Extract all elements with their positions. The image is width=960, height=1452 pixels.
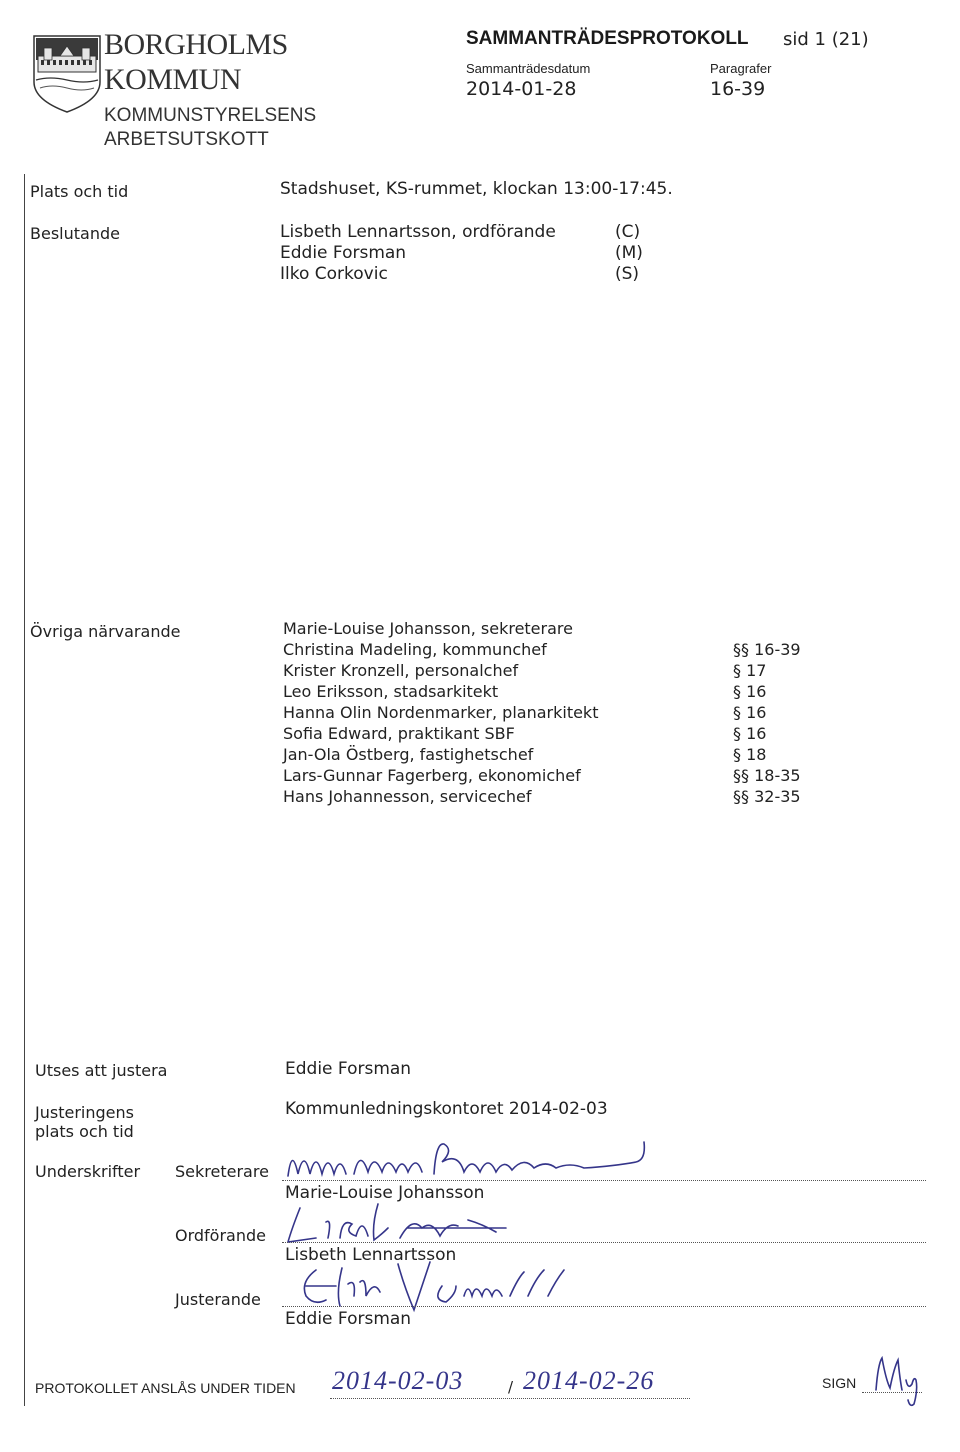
attendee-name: Hans Johannesson, servicechef	[283, 787, 532, 806]
attendee-paragraphs: § 18	[733, 745, 767, 764]
logo-text-line1: BORGHOLMS	[104, 28, 288, 61]
deciding-member	[280, 263, 556, 284]
logo-text-line2: KOMMUN	[104, 63, 242, 96]
posting-period-label: PROTOKOLLET ANSLÅS UNDER TIDEN	[35, 1380, 296, 1396]
attendee-paragraphs: §§ 32-35	[733, 787, 801, 806]
member-name: Lisbeth Lennartsson, ordförande	[280, 222, 556, 242]
member-party: (C)	[615, 222, 641, 242]
attendee-paragraphs: §§ 18-35	[733, 766, 801, 785]
member-party: (S)	[615, 264, 640, 284]
deciding-label: Beslutande	[30, 224, 120, 243]
attendee-name: Lars-Gunnar Fagerberg, ekonomichef	[283, 766, 581, 785]
adjustment-place-label-line2: plats och tid	[35, 1122, 134, 1141]
attendee-name: Jan-Ola Östberg, fastighetschef	[283, 745, 534, 764]
adjuster-signature	[296, 1256, 586, 1316]
attendee-paragraphs	[733, 618, 801, 639]
chair-signature	[282, 1198, 522, 1252]
adjuster-sign-label: Justerande	[175, 1290, 261, 1309]
attendee-paragraph-list	[733, 618, 801, 807]
posting-start-date: 2014-02-03	[332, 1366, 464, 1395]
posting-end-date: 2014-02-26	[523, 1366, 655, 1395]
paragraphs-range: 16-39	[710, 78, 766, 100]
deciding-member	[280, 242, 556, 263]
adjustment-place-label-line1: Justeringens	[35, 1103, 134, 1122]
sign-label: SIGN	[822, 1375, 857, 1391]
initials-signature	[868, 1350, 928, 1410]
posting-date-separator: /	[508, 1378, 514, 1396]
chair-name: Lisbeth Lennartsson	[285, 1245, 457, 1265]
secretary-label: Sekreterare	[175, 1162, 269, 1181]
deciding-list	[280, 221, 556, 284]
deciding-party-list	[615, 221, 643, 284]
chair-label: Ordförande	[175, 1226, 266, 1245]
chair-signature-line	[282, 1242, 926, 1243]
attendee-name: Christina Madeling, kommunchef	[283, 640, 547, 659]
signatures-label: Underskrifter	[35, 1162, 141, 1181]
castle-crest-icon	[30, 34, 104, 114]
date-label: Sammanträdesdatum	[466, 61, 591, 76]
left-margin-rule	[24, 174, 25, 1406]
attendee-paragraphs: §§ 16-39	[733, 640, 801, 659]
attendee-paragraphs: § 16	[733, 703, 767, 722]
member-party: (M)	[615, 243, 643, 263]
attendee-name: Leo Eriksson, stadsarkitekt	[283, 682, 499, 701]
member-name: Ilko Corkovic	[280, 264, 388, 284]
meeting-date: 2014-01-28	[466, 78, 577, 100]
municipality-logo	[30, 34, 104, 114]
attendee-name: Sofia Edward, praktikant SBF	[283, 724, 515, 743]
deciding-member	[280, 221, 556, 242]
others-present-label: Övriga närvarande	[30, 622, 181, 641]
adjustment-place-value: Kommunledningskontoret 2014-02-03	[285, 1099, 608, 1119]
secretary-signature-line	[282, 1180, 926, 1181]
page-indicator: sid 1 (21)	[783, 29, 869, 50]
document-title: SAMMANTRÄDESPROTOKOLL	[466, 28, 749, 49]
attendee-paragraphs: § 16	[733, 724, 767, 743]
others-present-list	[283, 618, 598, 807]
attendee-name: Marie-Louise Johansson, sekreterare	[283, 619, 573, 638]
paragraphs-label: Paragrafer	[710, 61, 772, 76]
attendee-paragraphs: § 16	[733, 682, 767, 701]
member-name: Eddie Forsman	[280, 243, 407, 263]
place-time-label: Plats och tid	[30, 182, 129, 201]
secretary-name: Marie-Louise Johansson	[285, 1183, 485, 1203]
place-time-value: Stadshuset, KS-rummet, klockan 13:00-17:45.	[280, 179, 673, 199]
adjuster-label: Utses att justera	[35, 1061, 168, 1080]
department-line2: ARBETSUTSKOTT	[104, 129, 269, 150]
department-line1: KOMMUNSTYRELSENS	[104, 105, 317, 126]
adjuster-name: Eddie Forsman	[285, 1309, 412, 1329]
secretary-signature	[284, 1136, 664, 1182]
attendee-name: Krister Kronzell, personalchef	[283, 661, 519, 680]
attendee-name: Hanna Olin Nordenmarker, planarkitekt	[283, 703, 599, 722]
attendee-paragraphs: § 17	[733, 661, 767, 680]
adjuster-value: Eddie Forsman	[285, 1059, 412, 1079]
adjuster-signature-line	[282, 1306, 926, 1307]
posting-date-line	[330, 1398, 690, 1399]
